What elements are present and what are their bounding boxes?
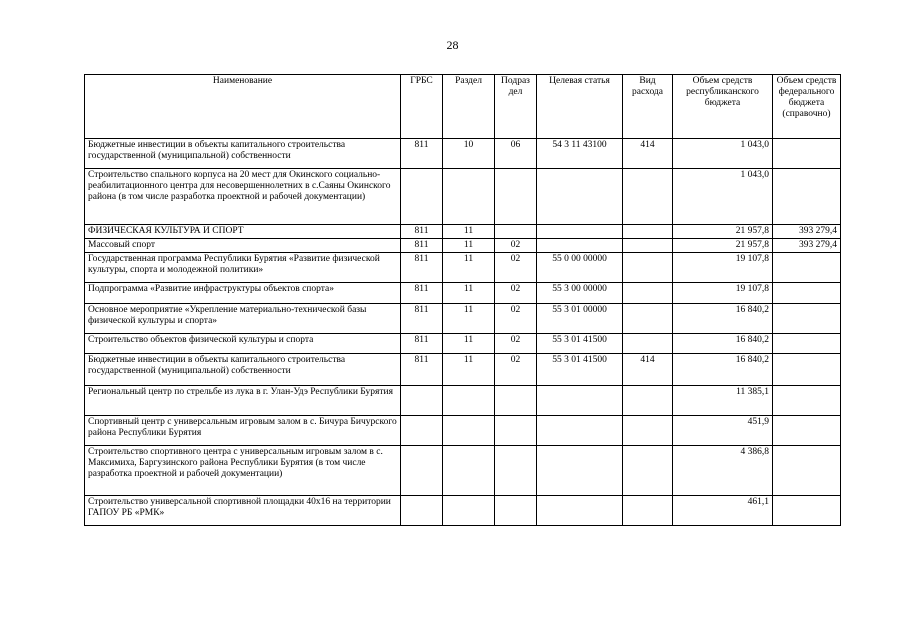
cell-target-article: 55 3 01 41500	[537, 334, 623, 354]
cell-federal-budget	[773, 416, 841, 446]
cell-target-article	[537, 416, 623, 446]
cell-section: 11	[443, 253, 495, 283]
cell-name: Региональный центр по стрельбе из лука в г. Улан-Удэ Республики Бурятия	[85, 386, 401, 416]
cell-target-article: 55 3 00 00000	[537, 283, 623, 304]
cell-subsection: 02	[495, 304, 537, 334]
cell-grbs	[401, 496, 443, 526]
cell-grbs	[401, 446, 443, 496]
col-header-name: Наименование	[85, 75, 401, 139]
cell-grbs	[401, 169, 443, 225]
cell-subsection: 02	[495, 354, 537, 386]
col-header-republican-budget: Объем средств республиканского бюджета	[673, 75, 773, 139]
cell-section: 11	[443, 283, 495, 304]
cell-target-article	[537, 386, 623, 416]
cell-expense-type	[623, 304, 673, 334]
cell-grbs: 811	[401, 283, 443, 304]
cell-target-article	[537, 169, 623, 225]
cell-target-article	[537, 496, 623, 526]
cell-name: Массовый спорт	[85, 239, 401, 253]
cell-target-article: 54 3 11 43100	[537, 139, 623, 169]
cell-expense-type	[623, 225, 673, 239]
cell-name: Основное мероприятие «Укрепление материально-технической базы физической культуры и спорта»	[85, 304, 401, 334]
cell-federal-budget	[773, 446, 841, 496]
col-header-target-article: Целевая статья	[537, 75, 623, 139]
table-row	[85, 386, 841, 416]
col-header-expense-type: Вид расхода	[623, 75, 673, 139]
cell-name: Бюджетные инвестиции в объекты капитального строительства государственной (муниципальной) собственности	[85, 139, 401, 169]
cell-grbs: 811	[401, 239, 443, 253]
header-row	[85, 75, 841, 139]
table-row	[85, 354, 841, 386]
cell-republican-budget: 1 043,0	[673, 169, 773, 225]
col-header-grbs: ГРБС	[401, 75, 443, 139]
cell-name: Строительство объектов физической культуры и спорта	[85, 334, 401, 354]
cell-grbs: 811	[401, 253, 443, 283]
cell-expense-type	[623, 446, 673, 496]
cell-subsection	[495, 416, 537, 446]
cell-subsection: 02	[495, 253, 537, 283]
cell-name: Подпрограмма «Развитие инфраструктуры объектов спорта»	[85, 283, 401, 304]
cell-republican-budget: 451,9	[673, 416, 773, 446]
cell-subsection: 02	[495, 239, 537, 253]
cell-target-article	[537, 239, 623, 253]
table-row	[85, 416, 841, 446]
table-row	[85, 225, 841, 239]
cell-subsection	[495, 169, 537, 225]
cell-republican-budget: 16 840,2	[673, 334, 773, 354]
cell-expense-type	[623, 239, 673, 253]
cell-grbs	[401, 386, 443, 416]
cell-federal-budget	[773, 283, 841, 304]
cell-expense-type	[623, 386, 673, 416]
cell-section: 11	[443, 334, 495, 354]
cell-expense-type	[623, 253, 673, 283]
cell-name: ФИЗИЧЕСКАЯ КУЛЬТУРА И СПОРТ	[85, 225, 401, 239]
table-row	[85, 446, 841, 496]
cell-expense-type: 414	[623, 139, 673, 169]
cell-republican-budget: 21 957,8	[673, 239, 773, 253]
cell-federal-budget: 393 279,4	[773, 225, 841, 239]
cell-subsection	[495, 386, 537, 416]
table-row	[85, 253, 841, 283]
cell-section	[443, 386, 495, 416]
cell-grbs: 811	[401, 225, 443, 239]
table-row	[85, 239, 841, 253]
cell-section	[443, 169, 495, 225]
cell-expense-type	[623, 416, 673, 446]
cell-grbs: 811	[401, 139, 443, 169]
cell-subsection	[495, 446, 537, 496]
cell-section: 11	[443, 225, 495, 239]
cell-republican-budget: 16 840,2	[673, 354, 773, 386]
col-header-section: Раздел	[443, 75, 495, 139]
cell-subsection	[495, 225, 537, 239]
cell-republican-budget: 19 107,8	[673, 253, 773, 283]
cell-grbs: 811	[401, 354, 443, 386]
cell-name: Строительство спортивного центра с универсальным игровым залом в с. Максимиха, Баргузинского района Республики Бурятия (в том числе разработка проектной и рабочей документации)	[85, 446, 401, 496]
table-row	[85, 169, 841, 225]
cell-expense-type: 414	[623, 354, 673, 386]
cell-federal-budget	[773, 169, 841, 225]
cell-subsection: 06	[495, 139, 537, 169]
cell-name: Спортивный центр с универсальным игровым залом в с. Бичура Бичурского района Республики Бурятия	[85, 416, 401, 446]
col-header-subsection: Подраз дел	[495, 75, 537, 139]
cell-expense-type	[623, 496, 673, 526]
cell-name: Строительство универсальной спортивной площадки 40х16 на территории ГАПОУ РБ «РМК»	[85, 496, 401, 526]
cell-republican-budget: 461,1	[673, 496, 773, 526]
table-row	[85, 334, 841, 354]
cell-section	[443, 496, 495, 526]
cell-republican-budget: 16 840,2	[673, 304, 773, 334]
cell-federal-budget	[773, 304, 841, 334]
table-row	[85, 304, 841, 334]
cell-target-article: 55 3 01 00000	[537, 304, 623, 334]
cell-federal-budget	[773, 139, 841, 169]
cell-expense-type	[623, 334, 673, 354]
cell-federal-budget	[773, 253, 841, 283]
cell-expense-type	[623, 169, 673, 225]
cell-subsection: 02	[495, 334, 537, 354]
cell-target-article	[537, 225, 623, 239]
table-row	[85, 496, 841, 526]
cell-grbs: 811	[401, 334, 443, 354]
cell-federal-budget	[773, 496, 841, 526]
cell-grbs: 811	[401, 304, 443, 334]
table-row	[85, 283, 841, 304]
col-header-federal-budget: Объем средств федерального бюджета (справочно)	[773, 75, 841, 139]
cell-section	[443, 446, 495, 496]
cell-name: Строительство спального корпуса на 20 мест для Окинского социально-реабилитационного центра для несовершеннолетних в с.Саяны Окинского района (в том числе разработка проектной и рабочей документации)	[85, 169, 401, 225]
cell-section: 10	[443, 139, 495, 169]
cell-republican-budget: 21 957,8	[673, 225, 773, 239]
cell-subsection: 02	[495, 283, 537, 304]
cell-section: 11	[443, 304, 495, 334]
cell-name: Государственная программа Республики Бурятия «Развитие физической культуры, спорта и молодежной политики»	[85, 253, 401, 283]
cell-federal-budget	[773, 386, 841, 416]
cell-section: 11	[443, 354, 495, 386]
budget-table	[84, 74, 841, 526]
cell-republican-budget: 11 385,1	[673, 386, 773, 416]
cell-section	[443, 416, 495, 446]
cell-republican-budget: 4 386,8	[673, 446, 773, 496]
cell-target-article	[537, 446, 623, 496]
cell-target-article: 55 3 01 41500	[537, 354, 623, 386]
cell-grbs	[401, 416, 443, 446]
table-body	[85, 139, 841, 526]
cell-federal-budget: 393 279,4	[773, 239, 841, 253]
table-row	[85, 139, 841, 169]
cell-republican-budget: 1 043,0	[673, 139, 773, 169]
cell-federal-budget	[773, 354, 841, 386]
page-number: 28	[446, 38, 459, 52]
cell-section: 11	[443, 239, 495, 253]
cell-name: Бюджетные инвестиции в объекты капитального строительства государственной (муниципальной) собственности	[85, 354, 401, 386]
cell-federal-budget	[773, 334, 841, 354]
cell-republican-budget: 19 107,8	[673, 283, 773, 304]
cell-subsection	[495, 496, 537, 526]
cell-expense-type	[623, 283, 673, 304]
cell-target-article: 55 0 00 00000	[537, 253, 623, 283]
